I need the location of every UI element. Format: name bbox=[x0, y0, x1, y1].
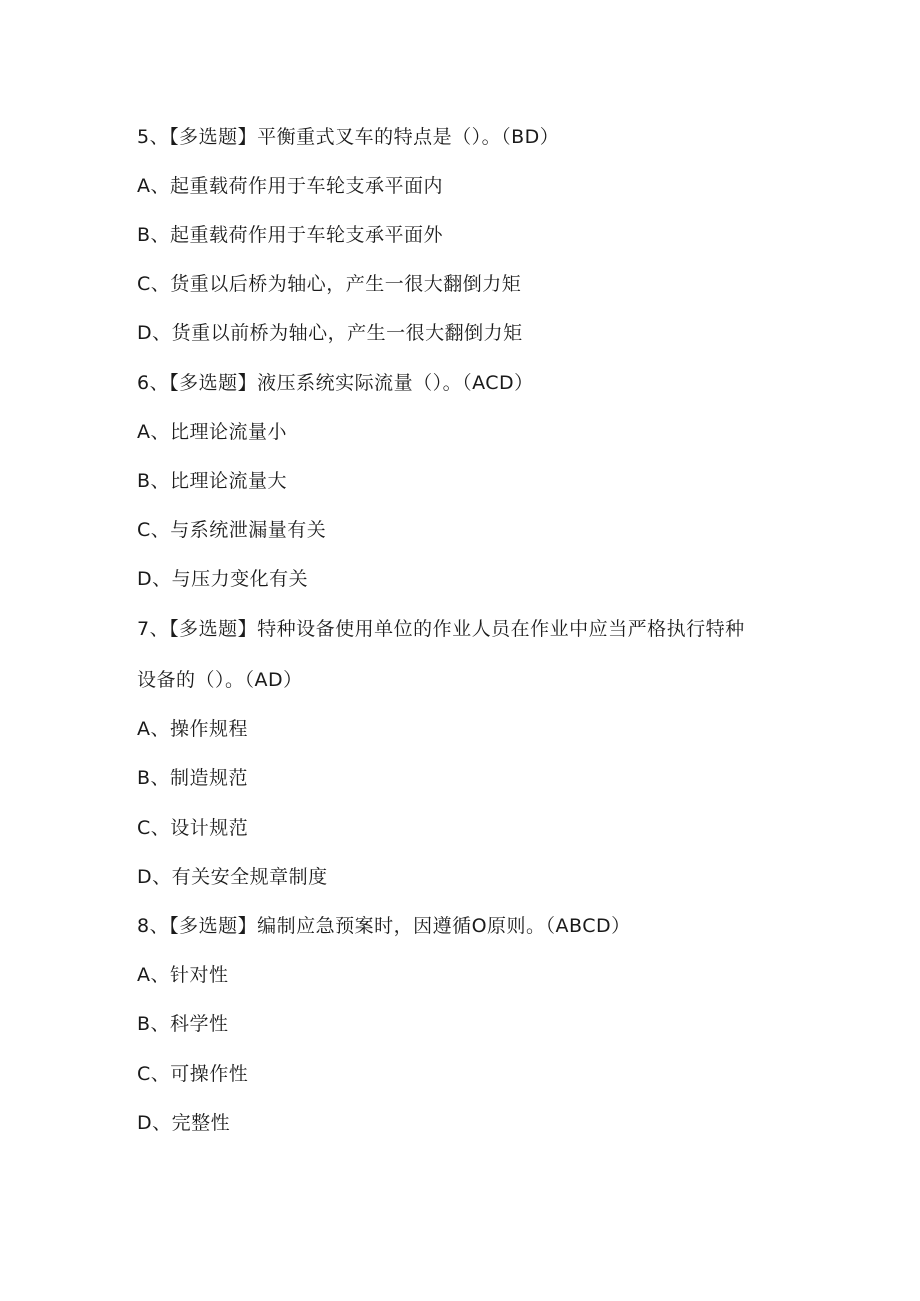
question-5-option-a: A、起重载荷作用于车轮支承平面内 bbox=[137, 175, 443, 197]
question-6-option-d: D、与压力变化有关 bbox=[137, 568, 309, 590]
question-5-option-d: D、货重以前桥为轴心，产生一很大翻倒力矩 bbox=[137, 322, 523, 344]
question-6-stem: 6、【多选题】液压系统实际流量（）。（ACD） bbox=[137, 372, 534, 394]
question-6-option-b: B、比理论流量大 bbox=[137, 470, 288, 492]
question-7-option-c: C、设计规范 bbox=[137, 817, 249, 839]
question-7-option-d: D、有关安全规章制度 bbox=[137, 866, 328, 888]
question-8-option-b: B、科学性 bbox=[137, 1013, 229, 1035]
question-8-option-a: A、针对性 bbox=[137, 964, 229, 986]
question-7-option-a: A、操作规程 bbox=[137, 718, 248, 740]
question-5-option-c: C、货重以后桥为轴心，产生一很大翻倒力矩 bbox=[137, 273, 522, 295]
question-5-option-b: B、起重载荷作用于车轮支承平面外 bbox=[137, 224, 444, 246]
question-6-option-a: A、比理论流量小 bbox=[137, 421, 287, 443]
question-7-stem-line2: 设备的（）。（AD） bbox=[137, 669, 303, 691]
question-6-option-c: C、与系统泄漏量有关 bbox=[137, 519, 327, 541]
question-8-option-c: C、可操作性 bbox=[137, 1063, 249, 1085]
question-8-stem: 8、【多选题】编制应急预案时，因遵循O原则。（ABCD） bbox=[137, 915, 631, 937]
question-7-option-b: B、制造规范 bbox=[137, 767, 249, 789]
question-7-stem-line1: 7、【多选题】特种设备使用单位的作业人员在作业中应当严格执行特种 bbox=[137, 618, 745, 640]
question-5-stem: 5、【多选题】平衡重式叉车的特点是（）。（BD） bbox=[137, 126, 560, 148]
question-8-option-d: D、完整性 bbox=[137, 1112, 231, 1134]
